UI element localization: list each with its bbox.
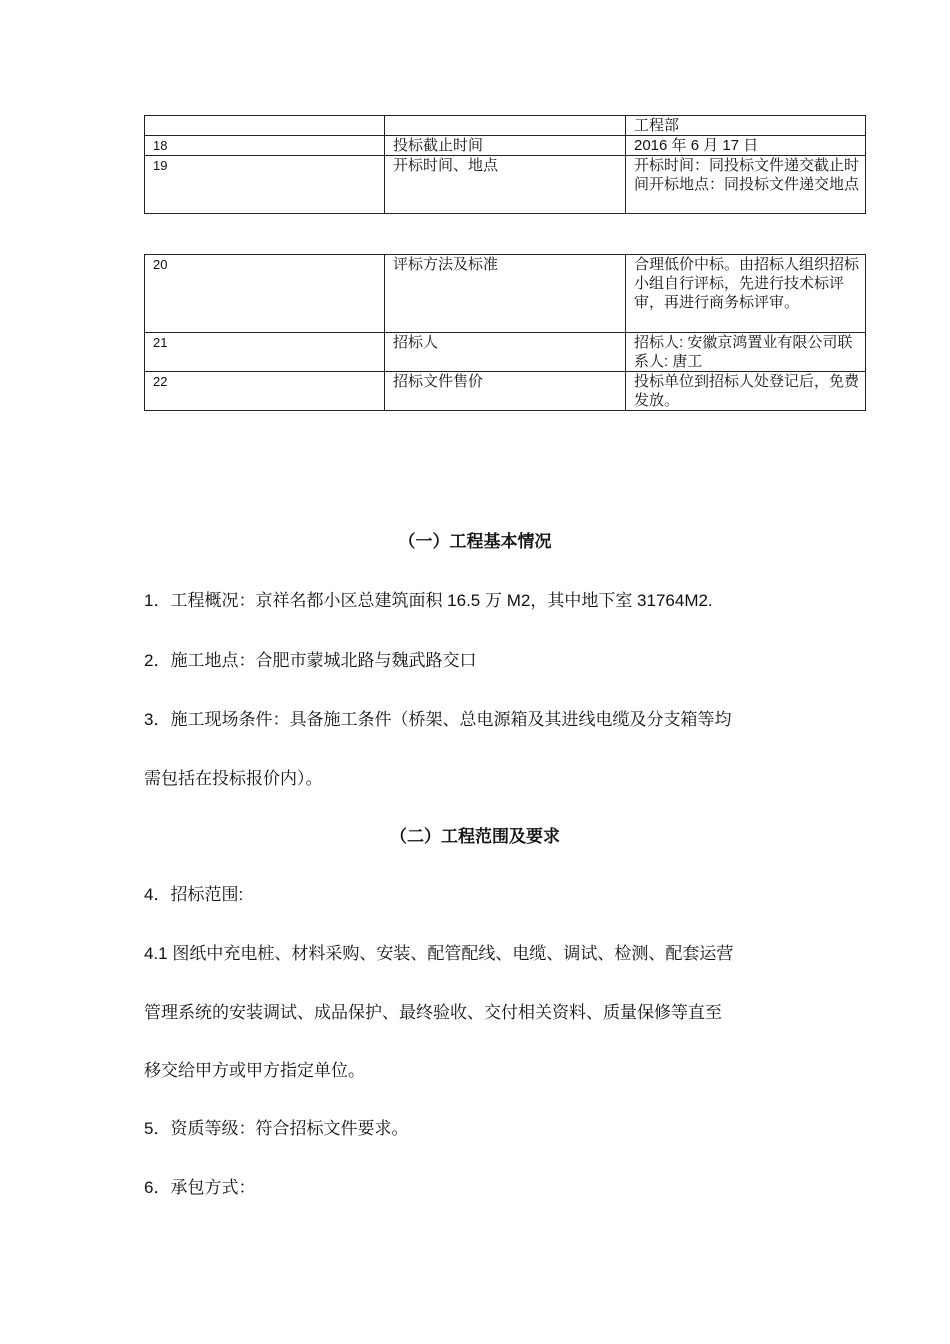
row-item: 开标时间、地点: [385, 156, 626, 214]
row-number: 18: [145, 136, 385, 156]
row-item: 投标截止时间: [385, 136, 626, 156]
paragraph-scope-detail: 4.1 图纸中充电桩、材料采购、安装、配管配线、电缆、调试、检测、配套运营: [144, 944, 734, 963]
row-content: 2016 年 6 月 17 日: [626, 136, 866, 156]
info-table-bottom: [144, 254, 866, 411]
row-item: 评标方法及标准: [385, 255, 626, 333]
table-row: [145, 156, 866, 214]
table-row: [145, 333, 866, 372]
info-table-top: [144, 115, 866, 214]
paragraph-scope-detail-end: 移交给甲方或甲方指定单位。: [144, 1061, 365, 1080]
row-number: 20: [145, 255, 385, 333]
table-row: [145, 116, 866, 136]
table-row: [145, 372, 866, 411]
row-number: 19: [145, 156, 385, 214]
table-row: [145, 136, 866, 156]
row-number: 22: [145, 372, 385, 411]
section-heading-scope: （二）工程范围及要求: [390, 827, 560, 846]
row-content: 工程部: [626, 116, 866, 136]
row-content: 合理低价中标。由招标人组织招标小组自行评标，先进行技术标评审，再进行商务标评审。: [626, 255, 866, 333]
row-number: 21: [145, 333, 385, 372]
row-number: [145, 116, 385, 136]
paragraph-contract-type: 6．承包方式：: [144, 1178, 256, 1197]
row-item: 招标文件售价: [385, 372, 626, 411]
row-item: [385, 116, 626, 136]
paragraph-location: 2．施工地点：合肥市蒙城北路与魏武路交口: [144, 651, 477, 670]
row-content: 招标人: 安徽京鸿置业有限公司联系人: 唐工: [626, 333, 866, 372]
table-row: [145, 255, 866, 333]
section-heading-basic-info: （一）工程基本情况: [398, 532, 552, 551]
paragraph-qualification: 5．资质等级：符合招标文件要求。: [144, 1119, 409, 1138]
paragraph-site-conditions: 3．施工现场条件：具备施工条件（桥架、总电源箱及其进线电缆及分支箱等均: [144, 710, 732, 729]
paragraph-scope-detail-cont: 管理系统的安装调试、成品保护、最终验收、交付相关资料、质量保修等直至: [144, 1003, 722, 1022]
row-item: 招标人: [385, 333, 626, 372]
paragraph-overview: 1．工程概况：京祥名都小区总建筑面积 16.5 万 M2，其中地下室 31764M2.: [144, 591, 713, 610]
paragraph-site-conditions-cont: 需包括在投标报价内）。: [144, 769, 323, 788]
paragraph-bid-scope: 4．招标范围:: [144, 885, 244, 904]
row-content: 投标单位到招标人处登记后，免费发放。: [626, 372, 866, 411]
row-content: 开标时间：同投标文件递交截止时间开标地点：同投标文件递交地点: [626, 156, 866, 214]
